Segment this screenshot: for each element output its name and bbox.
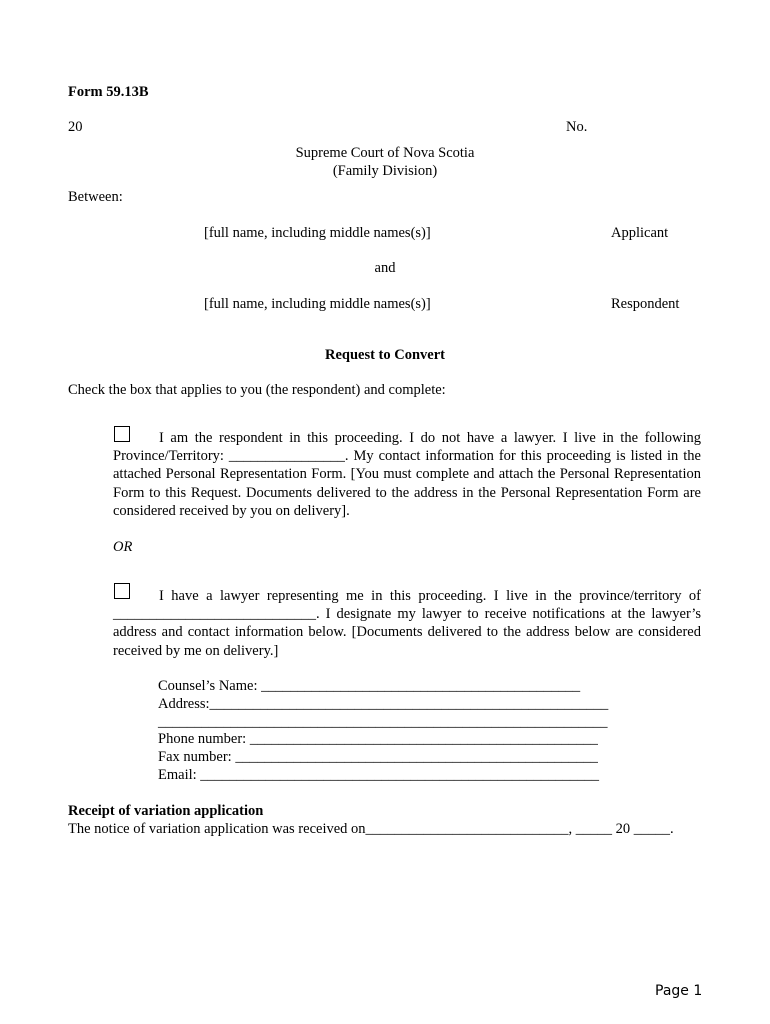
option-1-text: I am the respondent in this proceeding. I do not have a lawyer. I live in the following Province/Territory: ________________. My contact information for this proceeding is listed in the attached Personal Representation Form. [You must complete and attach the Personal Representation Form to this Request. Documents delivered to the address in the Personal Representation Form are considered received by you on delivery]. — [113, 430, 701, 519]
instruction-text: Check the box that applies to you (the respondent) and complete: — [68, 382, 446, 398]
counsel-info-block — [158, 678, 608, 785]
option-2-paragraph — [113, 587, 701, 660]
or-label: OR — [113, 539, 133, 555]
option-2-text: I have a lawyer representing me in this proceeding. I live in the province/territory of ____________________________. I designate my lawyer to receive notifications at the lawyer’s address and contact information below. [Documents delivered to the address below are considered received by me on delivery.] — [113, 588, 701, 659]
counsel-email-field[interactable]: Email: _______________________________________________________ — [158, 766, 600, 783]
and-label: and — [374, 260, 396, 276]
counsel-address-field[interactable]: Address:_______________________________________________________ — [158, 695, 609, 712]
court-division: (Family Division) — [332, 163, 438, 179]
applicant-role: Applicant — [611, 225, 669, 241]
option-1-paragraph — [113, 429, 701, 520]
respondent-role: Respondent — [611, 296, 680, 312]
file-number-label: No. — [566, 119, 588, 135]
between-label: Between: — [68, 189, 123, 205]
applicant-name-placeholder: [full name, including middle names(s)] — [204, 225, 431, 241]
year-prefix: 20 — [68, 119, 83, 135]
respondent-name-placeholder: [full name, including middle names(s)] — [204, 296, 431, 312]
receipt-text: The notice of variation application was received on____________________________, _____ 20 _____. — [68, 821, 674, 837]
counsel-name-field[interactable]: Counsel’s Name: ____________________________________________ — [158, 678, 581, 694]
receipt-heading: Receipt of variation application — [68, 803, 264, 819]
form-number: Form 59.13B — [68, 84, 149, 100]
document-title: Request to Convert — [324, 347, 445, 363]
court-name: Supreme Court of Nova Scotia — [295, 145, 475, 161]
counsel-fax-field[interactable]: Fax number: __________________________________________________ — [158, 749, 598, 766]
page-number: Page 1 — [655, 983, 703, 999]
counsel-phone-field[interactable]: Phone number: ________________________________________________ — [158, 731, 598, 748]
counsel-address-line2-field[interactable]: ______________________________________________________________ — [158, 713, 608, 730]
